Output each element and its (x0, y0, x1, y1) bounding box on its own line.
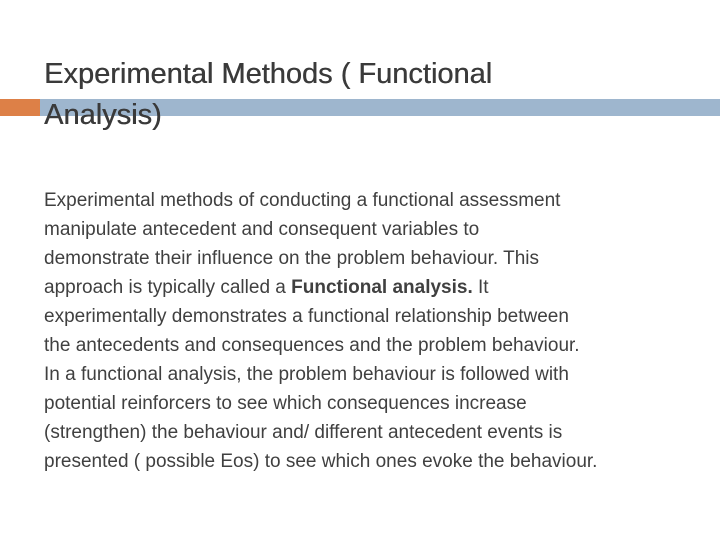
body-line: potential reinforcers to see which consequences increase (44, 393, 527, 414)
body-line: Experimental methods of conducting a functional assessment (44, 190, 561, 211)
slide-title-line-2: Analysis) (44, 99, 162, 131)
body-line: manipulate antecedent and consequent variables to (44, 219, 480, 240)
body-line-with-emphasis (44, 273, 704, 302)
body-line: the antecedents and consequences and the problem behaviour. (44, 335, 580, 356)
title-accent-block (0, 99, 40, 116)
body-line: experimentally demonstrates a functional relationship between (44, 306, 569, 327)
body-text-segment: approach is typically called a (44, 277, 292, 298)
body-line: demonstrate their influence on the problem behaviour. This (44, 248, 540, 269)
slide-title (44, 54, 684, 136)
emphasis-term: Functional analysis. (291, 277, 473, 298)
body-line: In a functional analysis, the problem behaviour is followed with (44, 364, 569, 385)
body-line: presented ( possible Eos) to see which ones evoke the behaviour. (44, 451, 598, 472)
slide-body-text (44, 186, 704, 476)
body-line: (strengthen) the behaviour and/ different antecedent events is (44, 422, 563, 443)
body-text-segment: It (472, 277, 489, 298)
slide-title-line-1: Experimental Methods ( Functional (44, 58, 493, 90)
